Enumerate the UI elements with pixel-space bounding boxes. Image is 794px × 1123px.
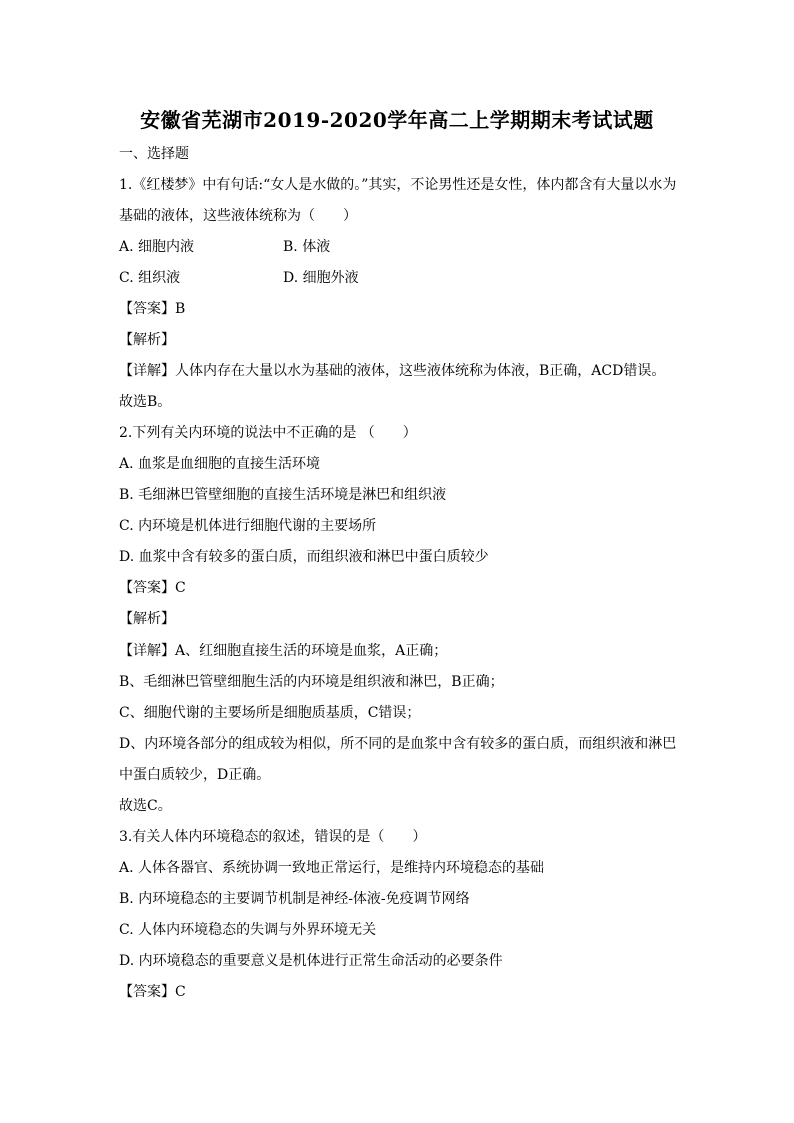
q1-answer: 【答案】B — [119, 301, 186, 317]
q2-option-a: A. 血浆是血细胞的直接生活环境 — [119, 456, 321, 472]
q2-option-c: C. 内环境是机体进行细胞代谢的主要场所 — [119, 518, 377, 534]
q2-option-b: B. 毛细淋巴管壁细胞的直接生活环境是淋巴和组织液 — [119, 487, 447, 503]
q3-answer: 【答案】C — [119, 984, 186, 1000]
page-title: 安徽省芜湖市2019-2020学年高二上学期期末考试试题 — [140, 108, 654, 132]
q2-option-d: D. 血浆中含有较多的蛋白质，而组织液和淋巴中蛋白质较少 — [119, 549, 489, 565]
q1-conclusion: 故选B。 — [119, 394, 172, 410]
q3-option-a: A. 人体各器官、系统协调一致地正常运行，是维持内环境稳态的基础 — [119, 860, 545, 876]
q2-answer: 【答案】C — [119, 580, 186, 596]
q1-option-d: D. 细胞外液 — [283, 270, 359, 286]
q3-option-d: D. 内环境稳态的重要意义是机体进行正常生命活动的必要条件 — [119, 953, 503, 969]
section-heading: 一、选择题 — [119, 146, 189, 162]
q1-option-c: C. 组织液 — [119, 270, 181, 286]
q3-stem: 3.有关人体内环境稳态的叙述，错误的是（ ） — [119, 829, 427, 845]
q3-option-c: C. 人体内环境稳态的失调与外界环境无关 — [119, 922, 377, 938]
q1-stem-line2: 基础的液体，这些液体统称为（ ） — [119, 208, 357, 224]
q2-detail-5: 中蛋白质较少，D正确。 — [119, 767, 271, 783]
q1-options-row1 — [119, 239, 194, 255]
q1-stem-line1: 1.《红楼梦》中有句话:“女人是水做的。”其实，不论男性还是女性，体内都含有大量以水为 — [119, 177, 677, 193]
q2-detail-1: 【详解】A、红细胞直接生活的环境是血浆，A正确； — [119, 643, 448, 659]
q2-detail-3: C、细胞代谢的主要场所是细胞质基质，C错误； — [119, 705, 421, 721]
q2-detail-4: D、内环境各部分的组成较为相似，所不同的是血浆中含有较多的蛋白质，而组织液和淋巴 — [119, 736, 677, 752]
q2-stem: 2.下列有关内环境的说法中不正确的是 （ ） — [119, 425, 417, 441]
q1-option-b: B. 体液 — [283, 239, 331, 255]
q2-analysis: 【解析】 — [119, 611, 175, 627]
q1-analysis: 【解析】 — [119, 332, 175, 348]
q1-option-a: A. 细胞内液 — [119, 239, 195, 255]
q3-option-b: B. 内环境稳态的主要调节机制是神经-体液-免疫调节网络 — [119, 891, 470, 907]
q1-detail: 【详解】人体内存在大量以水为基础的液体，这些液体统称为体液，B正确，ACD错误。 — [119, 363, 666, 379]
q2-detail-2: B、毛细淋巴管壁细胞生活的内环境是组织液和淋巴，B正确； — [119, 674, 504, 690]
q2-conclusion: 故选C。 — [119, 798, 172, 814]
